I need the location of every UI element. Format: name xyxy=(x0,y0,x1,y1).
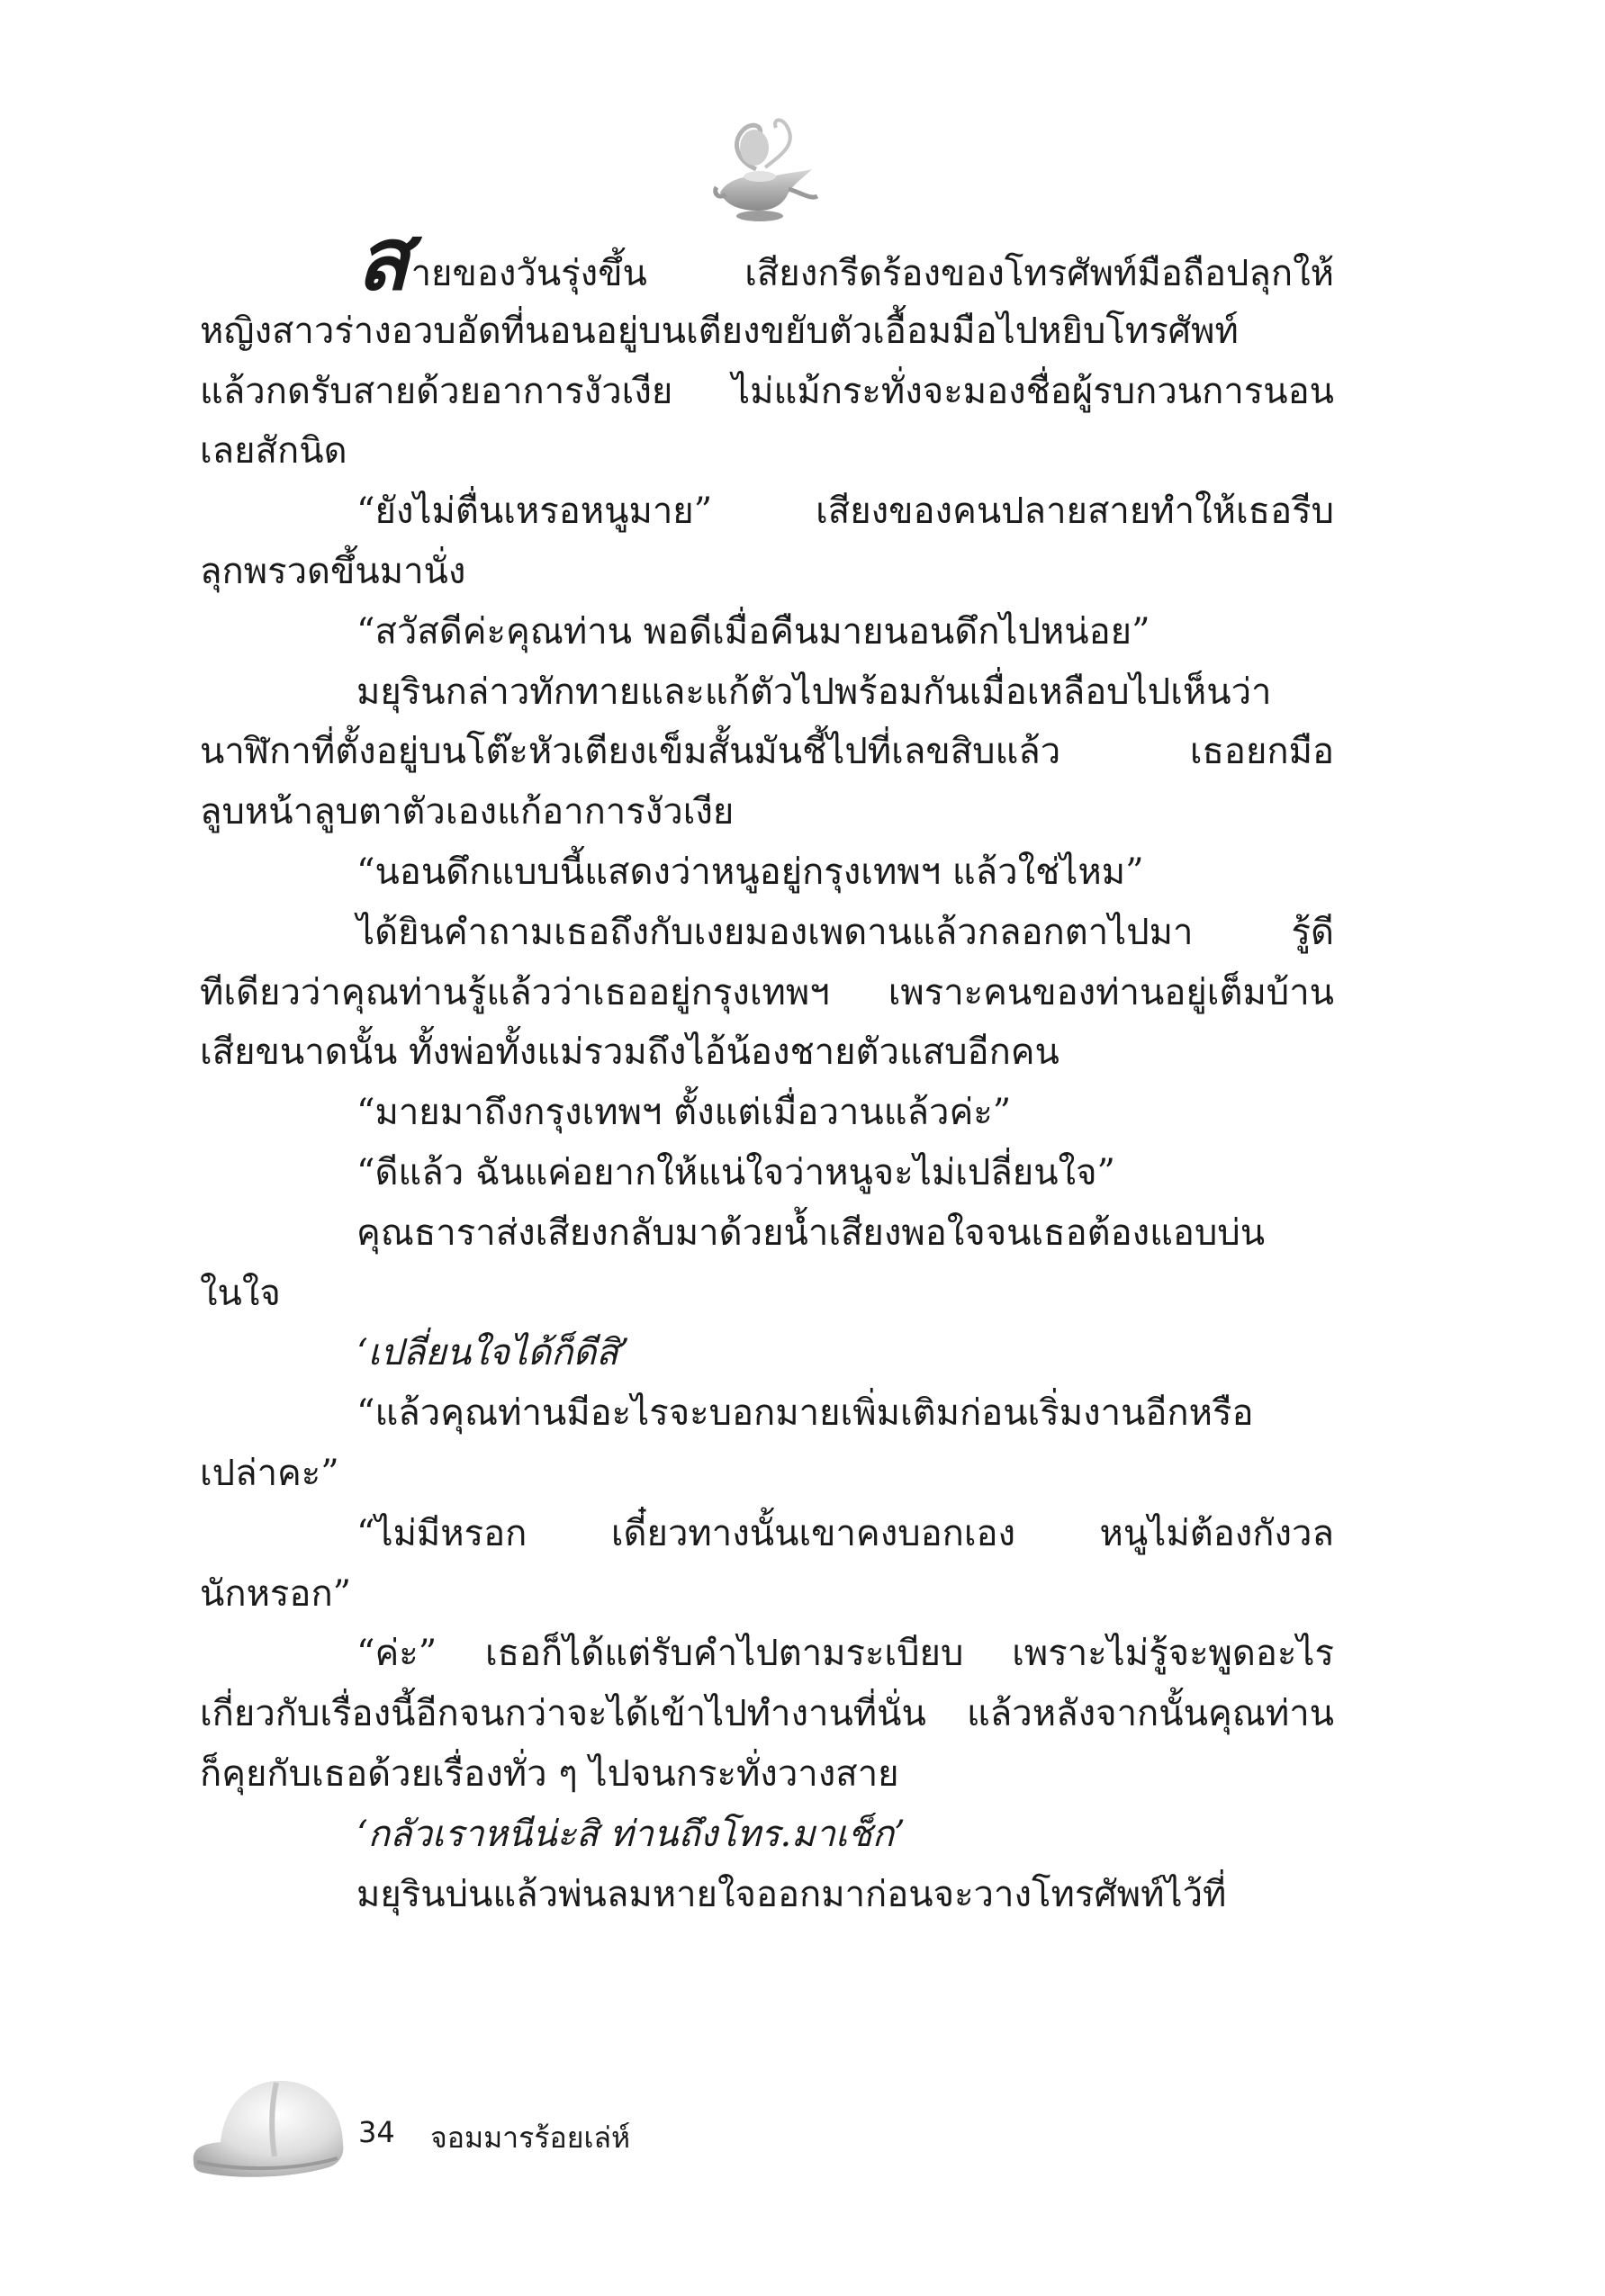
hard-hat-icon xyxy=(185,2061,356,2187)
paragraph-line: หญิงสาวร่างอวบอัดที่นอนอยู่บนเตียงขยับตัวเอื้อมมือไปหยิบโทรศัพท์ xyxy=(200,310,1239,352)
paragraph-line: มยุรินบ่นแล้วพ่นลมหายใจออกมาก่อนจะวางโทรศัพท์ไว้ที่ xyxy=(356,1873,1227,1915)
paragraph-line: เกี่ยวกับเรื่องนี้อีกจนกว่าจะได้เข้าไปทำงานที่นั่น แล้วหลังจากนั้นคุณท่าน xyxy=(200,1693,1334,1735)
paragraph-line: เปล่าคะ” xyxy=(200,1452,339,1494)
paragraph-line: “ไม่มีหรอก เดี๋ยวทางนั้นเขาคงบอกเอง หนูไม่ต้องกังวล xyxy=(356,1512,1334,1554)
paragraph-line: คุณธาราส่งเสียงกลับมาด้วยน้ำเสียงพอใจจนเธอต้องแอบบ่น xyxy=(356,1211,1266,1254)
running-title: จอมมารร้อยเล่ห์ xyxy=(430,2120,631,2155)
paragraph-line: “สวัสดีค่ะคุณท่าน พอดีเมื่อคืนมายนอนดึกไปหน่อย” xyxy=(356,610,1150,653)
paragraph-line: ก็คุยกับเธอด้วยเรื่องทั่ว ๆ ไปจนกระทั่งวางสาย xyxy=(200,1752,899,1795)
paragraph-line: แล้วกดรับสายด้วยอาการงัวเงีย ไม่แม้กระทั่งจะมองชื่อผู้รบกวนการนอน xyxy=(200,370,1334,412)
paragraph-line: นาฬิกาที่ตั้งอยู่บนโต๊ะหัวเตียงเข็มสั้นมันชี้ไปที่เลขสิบแล้ว เธอยกมือ xyxy=(200,731,1334,773)
drop-cap: ส xyxy=(356,209,410,310)
paragraph-line: ทีเดียวว่าคุณท่านรู้แล้วว่าเธออยู่กรุงเทพฯ เพราะคนของท่านอยู่เต็มบ้าน xyxy=(200,971,1334,1013)
paragraph-line: ในใจ xyxy=(200,1272,281,1314)
paragraph-line: “มายมาถึงกรุงเทพฯ ตั้งแต่เมื่อวานแล้วค่ะ” xyxy=(356,1092,1012,1134)
paragraph-line: เสียขนาดนั้น ทั้งพ่อทั้งแม่รวมถึงไอ้น้องชายตัวแสบอีกคน xyxy=(200,1031,1059,1074)
page-footer xyxy=(0,2061,1605,2196)
paragraph-line: สายของวันรุ่งขึ้น เสียงกรีดร้องของโทรศัพท์มือถือปลุกให้ xyxy=(356,209,1334,310)
paragraph-line: ได้ยินคำถามเธอถึงกับเงยมองเพดานแล้วกลอกตาไปมา รู้ดี xyxy=(356,911,1334,953)
paragraph-line: “ยังไม่ตื่นเหรอหนูมาย” เสียงของคนปลายสายทำให้เธอรีบ xyxy=(356,491,1334,533)
magic-lamp-icon xyxy=(700,106,826,232)
paragraph-line: “ดีแล้ว ฉันแค่อยากให้แน่ใจว่าหนูจะไม่เปลี่ยนใจ” xyxy=(356,1151,1115,1193)
paragraph-line: ‘กลัวเราหนีน่ะสิ ท่านถึงโทร.มาเช็ก’ xyxy=(356,1813,906,1855)
paragraph-line: “แล้วคุณท่านมีอะไรจะบอกมายเพิ่มเติมก่อนเริ่มงานอีกหรือ xyxy=(356,1392,1254,1435)
paragraph-line: ลุกพรวดขึ้นมานั่ง xyxy=(200,550,466,592)
paragraph-line: เลยสักนิด xyxy=(200,430,347,473)
paragraph-line: ‘เปลี่ยนใจได้ก็ดีสิ’ xyxy=(356,1332,630,1374)
paragraph-line: มยุรินกล่าวทักทายและแก้ตัวไปพร้อมกันเมื่อเหลือบไปเห็นว่า xyxy=(356,671,1272,713)
body-text xyxy=(200,209,1334,1924)
paragraph-line: นักหรอก” xyxy=(200,1572,352,1615)
paragraph-line: ลูบหน้าลูบตาตัวเองแก้อาการงัวเงีย xyxy=(200,791,735,833)
paragraph-line: “นอนดึกแบบนี้แสดงว่าหนูอยู่กรุงเทพฯ แล้วใช่ไหม” xyxy=(356,851,1144,893)
paragraph-line: “ค่ะ” เธอก็ได้แต่รับคำไปตามระเบียบ เพราะไม่รู้จะพูดอะไร xyxy=(356,1633,1334,1675)
page-number: 34 xyxy=(358,2115,395,2149)
